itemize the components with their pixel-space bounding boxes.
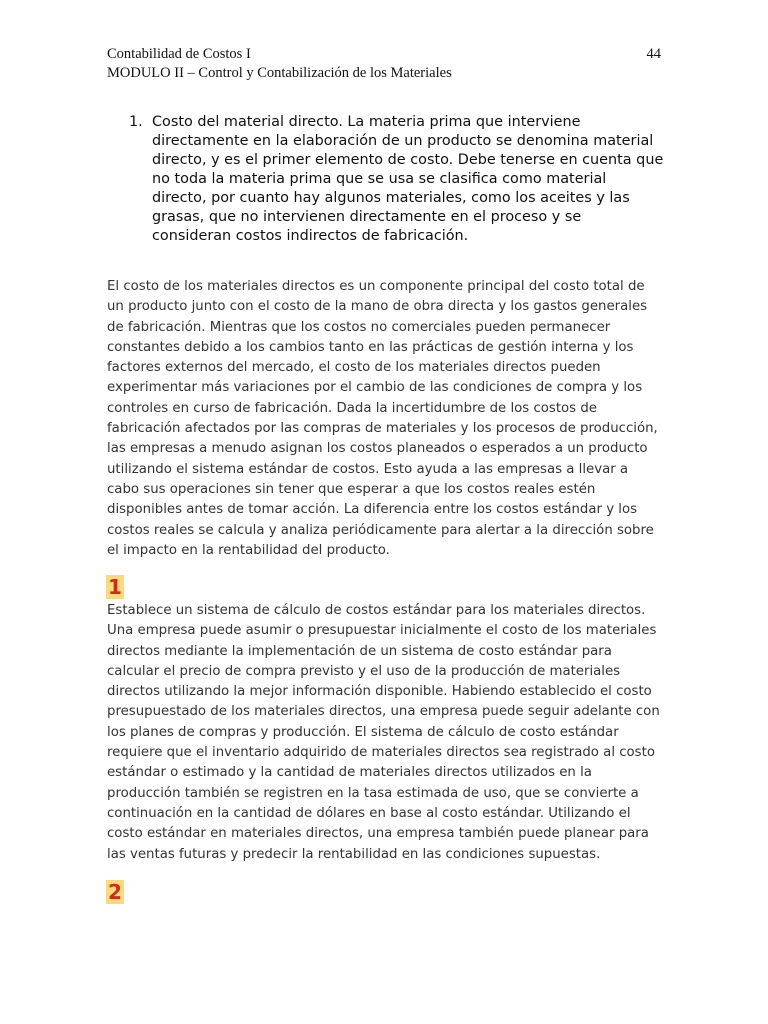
page-number: 44 xyxy=(646,46,661,62)
page-header xyxy=(107,45,661,83)
module-title: MODULO II – Control y Contabilización de los Materiales xyxy=(107,65,452,81)
step-number-2: 2 xyxy=(108,880,122,904)
body-paragraph: El costo de los materiales directos es un componente principal del costo total de un producto junto con el costo de la mano de obra directa y los gastos generales de fabricación. Mientras que los costos no comerciales pueden permanecer constantes debido a los cambios tanto en las prácticas de gestión interna y los factores externos del mercado, el costo de los materiales directos pueden experimentar más variaciones por el cambio de las condiciones de compra y los controles en curso de fabricación. Dada la incertidumbre de los costos de fabricación afectados por las compras de materiales y los procesos de producción, las empresas a menudo asignan los costos planeados o esperados a un producto utilizando el sistema estándar de costos. Esto ayuda a las empresas a llevar a cabo sus operaciones sin tener que esperar a que los costos reales estén disponibles antes de tomar acción. La diferencia entre los costos estándar y los costos reales se calcula y analiza periódicamente para alertar a la dirección sobre el impacto en la rentabilidad del producto. xyxy=(107,279,658,558)
course-title: Contabilidad de Costos I xyxy=(107,46,251,62)
step-number-1: 1 xyxy=(108,575,122,599)
numbered-list-item xyxy=(129,113,664,246)
list-item-text: Costo del material directo. La materia prima que interviene directamente en la elaboración de un producto se denomina material directo, y es el primer elemento de costo. Debe tenerse en cuenta que no toda la materia prima que se usa se clasifica como material directo, por cuanto hay algunos materiales, como los aceites y las grasas, que no intervienen directamente en el proceso y se consideran costos indirectos de fabricación. xyxy=(152,114,664,244)
list-marker: 1. xyxy=(129,114,143,130)
step-1-text: Establece un sistema de cálculo de costos estándar para los materiales directos. Una empresa puede asumir o presupuestar inicialmente el costo de los materiales directos mediante la implementación de un sistema de costo estándar para calcular el precio de compra previsto y el uso de la producción de materiales directos utilizando la mejor información disponible. Habiendo establecido el costo presupuestado de los materiales directos, una empresa puede seguir adelante con los planes de compras y producción. El sistema de cálculo de costo estándar requiere que el inventario adquirido de materiales directos sea registrado al costo estándar o estimado y la cantidad de materiales directos utilizados en la producción también se registren en la tasa estimada de uso, que se convierte a continuación en la cantidad de dólares en base al costo estándar. Utilizando el costo estándar en materiales directos, una empresa también puede planear para las ventas futuras y predecir la rentabilidad en las condiciones supuestas. xyxy=(107,603,660,862)
